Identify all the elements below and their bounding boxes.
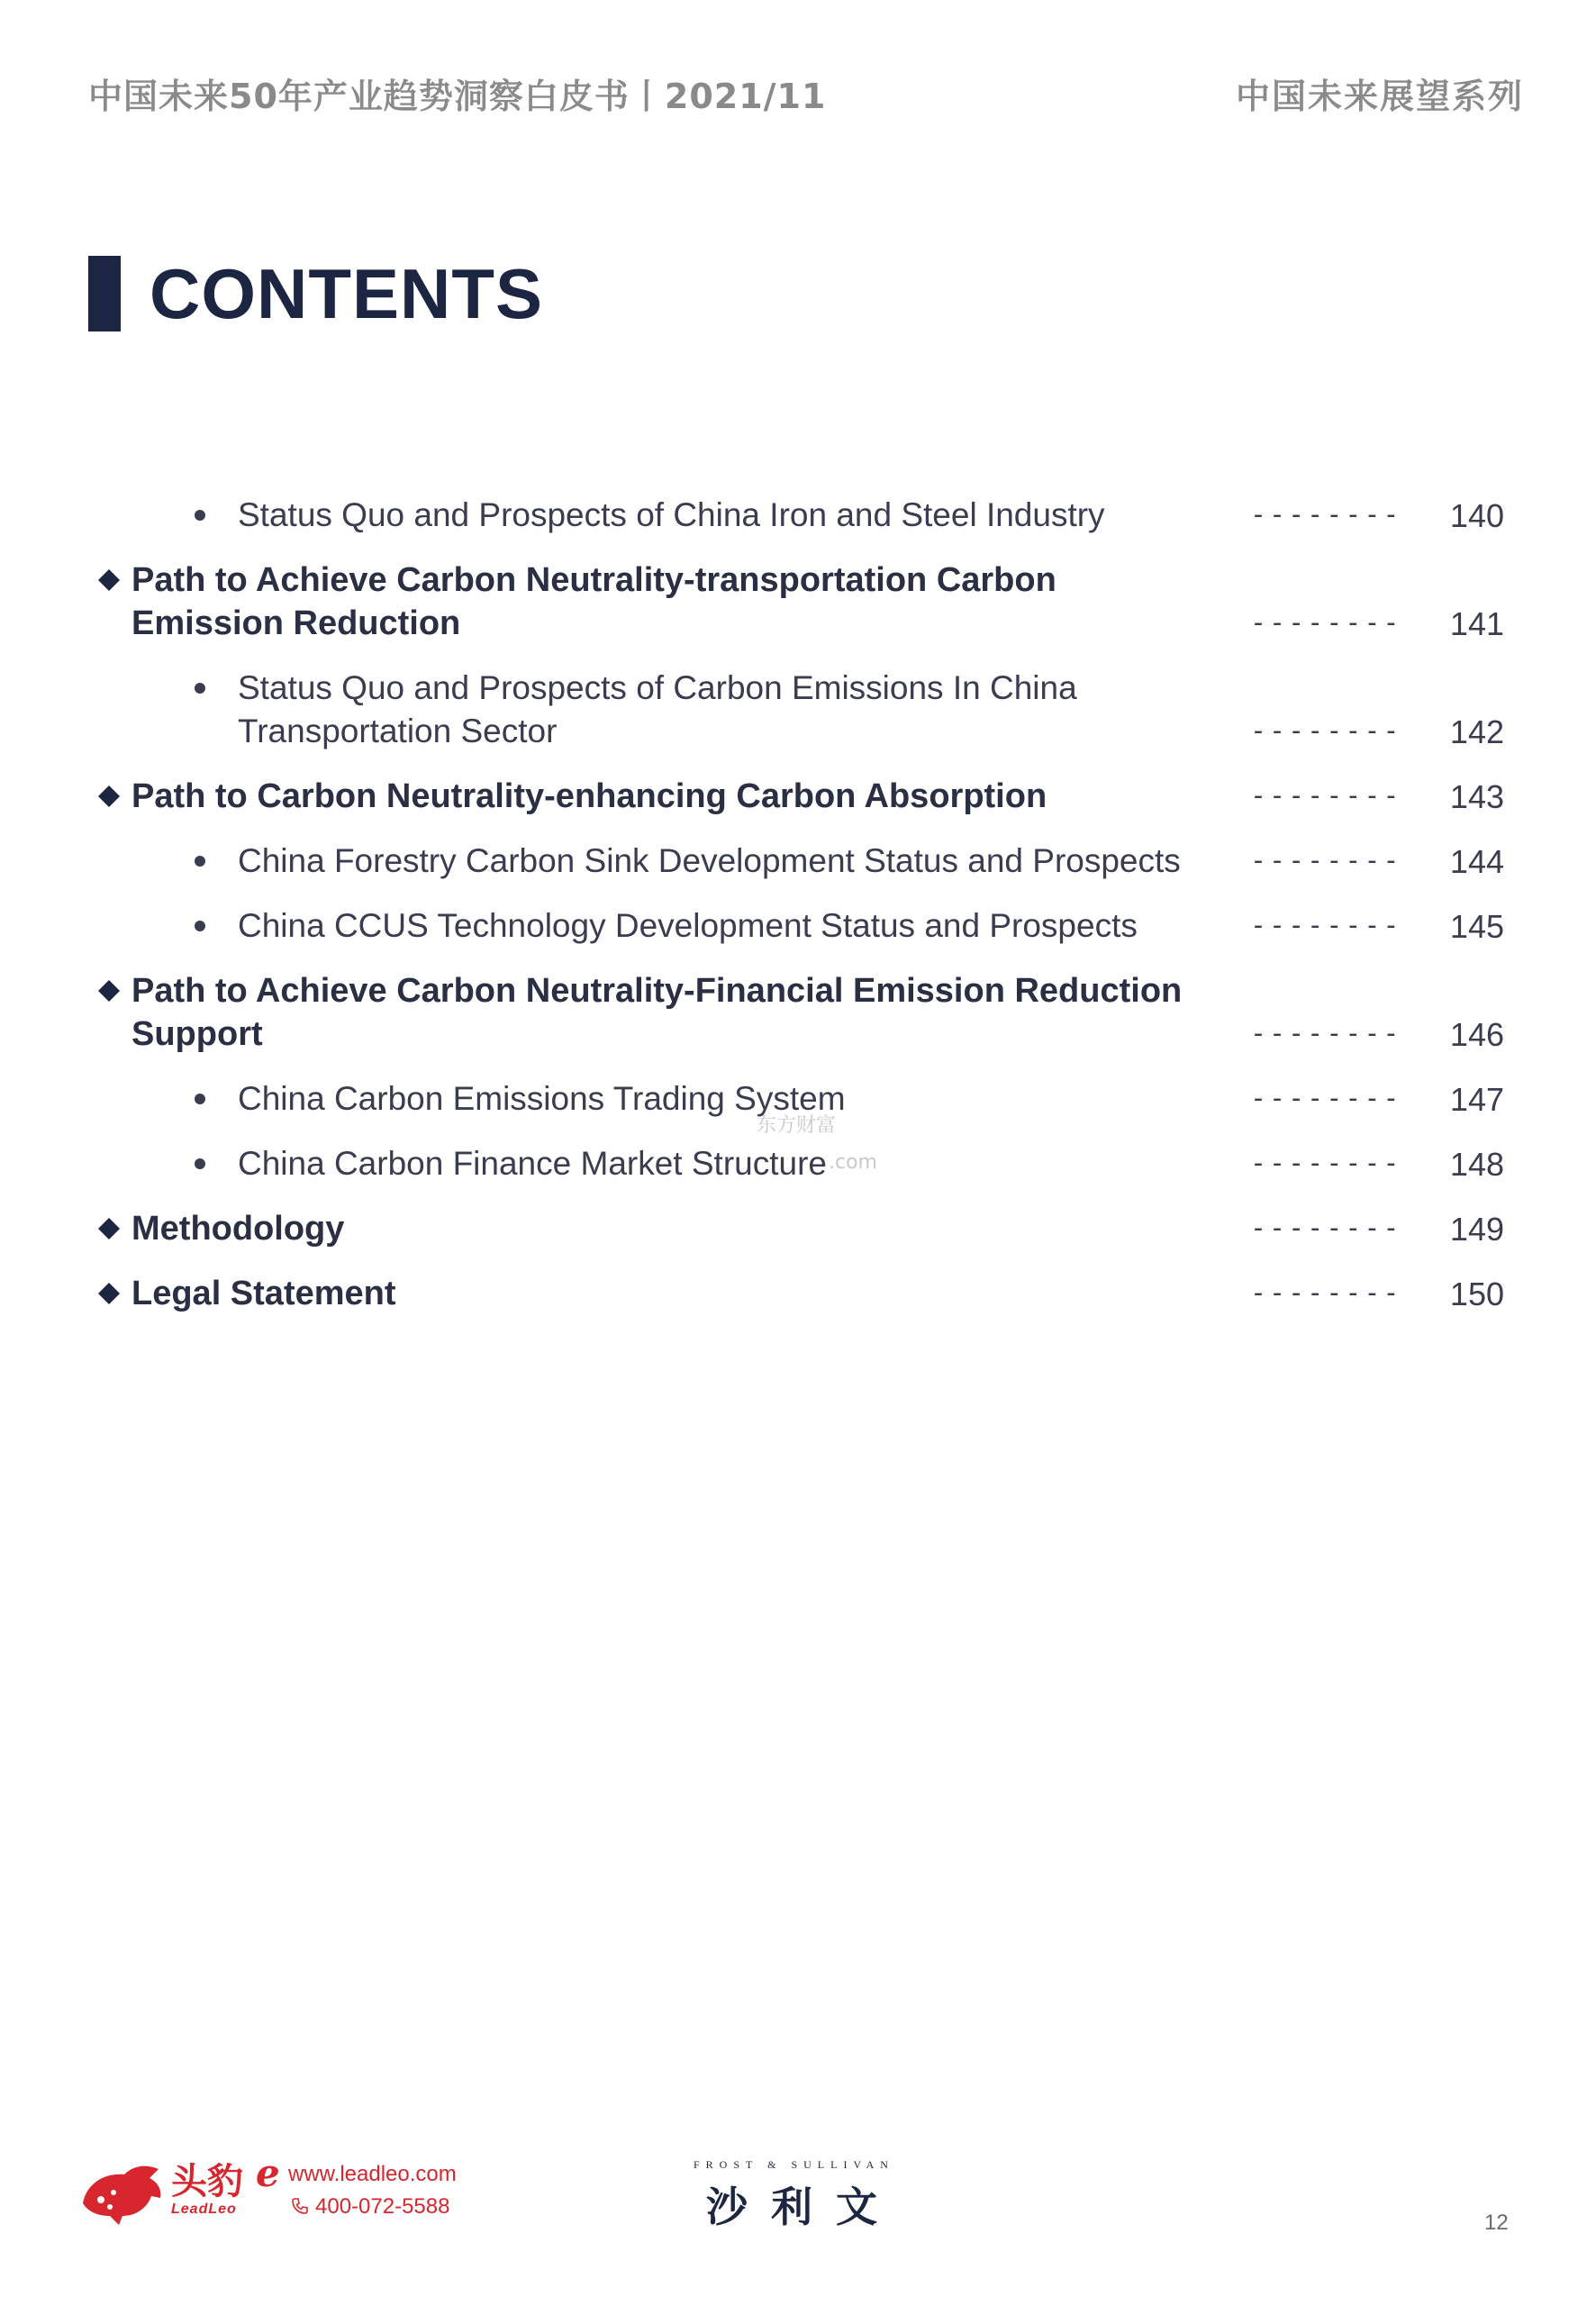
toc-entry-title: Path to Achieve Carbon Neutrality-Financial Emission Reduction: [131, 972, 1183, 1010]
dot-bullet-icon: [195, 921, 205, 931]
toc-entry-title: China Carbon Finance Market Structure: [238, 1145, 827, 1182]
toc-entry-title: Path to Carbon Neutrality-enhancing Carbon Absorption: [131, 777, 1047, 815]
brand-e-mark: e: [256, 2151, 280, 2195]
toc-entry-title: Methodology: [131, 1210, 345, 1248]
phone-number-text: 400-072-5588: [315, 2194, 450, 2219]
toc-page-number: 147: [1449, 1081, 1504, 1118]
toc-page-number: 148: [1449, 1146, 1504, 1183]
diamond-bullet-icon: [97, 785, 121, 808]
toc-leader-dots: --------: [1250, 910, 1402, 941]
toc-page-number: 143: [1449, 778, 1504, 815]
toc-section-entry[interactable]: [88, 969, 1529, 1056]
diamond-bullet-icon: [97, 568, 121, 592]
toc-leader-dots: --------: [1250, 607, 1402, 639]
dot-bullet-icon: [195, 1094, 205, 1104]
diamond-bullet-icon: [97, 979, 121, 1003]
toc-subsection-entry[interactable]: [88, 494, 1529, 537]
series-name: 中国未来展望系列: [1235, 77, 1524, 116]
toc-entry-title: Emission Reduction: [131, 604, 461, 642]
toc-subsection-entry[interactable]: [88, 904, 1529, 948]
toc-page-number: 141: [1449, 605, 1504, 642]
toc-entry-title: China CCUS Technology Development Status and Prospects: [238, 907, 1138, 944]
title-accent-bar: [88, 256, 121, 331]
toc-page-number: 145: [1449, 908, 1504, 945]
toc-leader-dots: --------: [1250, 845, 1402, 876]
brand-chinese-name: 头豹: [171, 2161, 243, 2202]
toc-leader-dots: --------: [1250, 715, 1402, 747]
toc-leader-dots: --------: [1250, 499, 1402, 531]
toc-leader-dots: --------: [1250, 780, 1402, 812]
toc-page-number: 144: [1449, 843, 1504, 880]
toc-entry-title: Support: [131, 1015, 263, 1053]
toc-entry-title: China Forestry Carbon Sink Development Status and Prospects: [238, 842, 1181, 879]
toc-page-number: 146: [1449, 1016, 1504, 1053]
dot-bullet-icon: [195, 856, 205, 867]
toc-section-entry[interactable]: [88, 775, 1529, 818]
toc-entry-title: Status Quo and Prospects of Carbon Emissions In China: [238, 669, 1077, 706]
page-header: [88, 68, 1524, 119]
toc-entry-title: China Carbon Emissions Trading System: [238, 1080, 846, 1117]
toc-leader-dots: --------: [1250, 1083, 1402, 1114]
toc-section-entry[interactable]: [88, 1207, 1529, 1250]
phone-number: [290, 2194, 449, 2220]
website-link[interactable]: www.leadleo.com: [288, 2162, 457, 2186]
diamond-bullet-icon: [97, 1217, 121, 1240]
toc-page-number: 140: [1449, 497, 1504, 534]
diamond-bullet-icon: [97, 1282, 121, 1305]
toc-subsection-entry[interactable]: [88, 667, 1529, 753]
toc-page-number: 149: [1449, 1211, 1504, 1248]
contents-title: CONTENTS: [150, 254, 543, 333]
toc-leader-dots: --------: [1250, 1148, 1402, 1179]
page-footer: [0, 2144, 1596, 2252]
toc-section-entry[interactable]: [88, 1272, 1529, 1315]
toc-leader-dots: --------: [1250, 1212, 1402, 1244]
toc-page-number: 150: [1449, 1276, 1504, 1312]
dot-bullet-icon: [195, 510, 205, 521]
report-title: 中国未来50年产业趋势洞察白皮书丨2021/11: [88, 77, 827, 116]
toc-section-entry[interactable]: [88, 558, 1529, 645]
toc-page-number: 142: [1449, 713, 1504, 750]
watermark-domain: .com: [829, 1151, 877, 1174]
toc-subsection-entry[interactable]: [88, 840, 1529, 883]
page-number: 12: [1484, 2211, 1509, 2235]
toc-subsection-entry[interactable]: [88, 1142, 1529, 1185]
dot-bullet-icon: [195, 1158, 205, 1169]
toc-entry-title: Transportation Sector: [238, 713, 558, 749]
phone-icon: [290, 2196, 310, 2216]
toc-entry-title: Legal Statement: [131, 1275, 396, 1312]
brand-english-name: LeadLeo: [171, 2202, 237, 2217]
partner-english-name: FROST & SULLIVAN: [694, 2158, 894, 2171]
toc-entry-title: Path to Achieve Carbon Neutrality-transportation Carbon: [131, 561, 1056, 599]
toc-leader-dots: --------: [1250, 1018, 1402, 1049]
dot-bullet-icon: [195, 683, 205, 694]
leopard-logo-icon: [77, 2156, 168, 2229]
toc-entry-title: Status Quo and Prospects of China Iron and Steel Industry: [238, 496, 1105, 533]
partner-chinese-name: 沙利文: [706, 2183, 901, 2231]
toc-leader-dots: --------: [1250, 1277, 1402, 1309]
watermark: 东方财富: [757, 1114, 837, 1137]
